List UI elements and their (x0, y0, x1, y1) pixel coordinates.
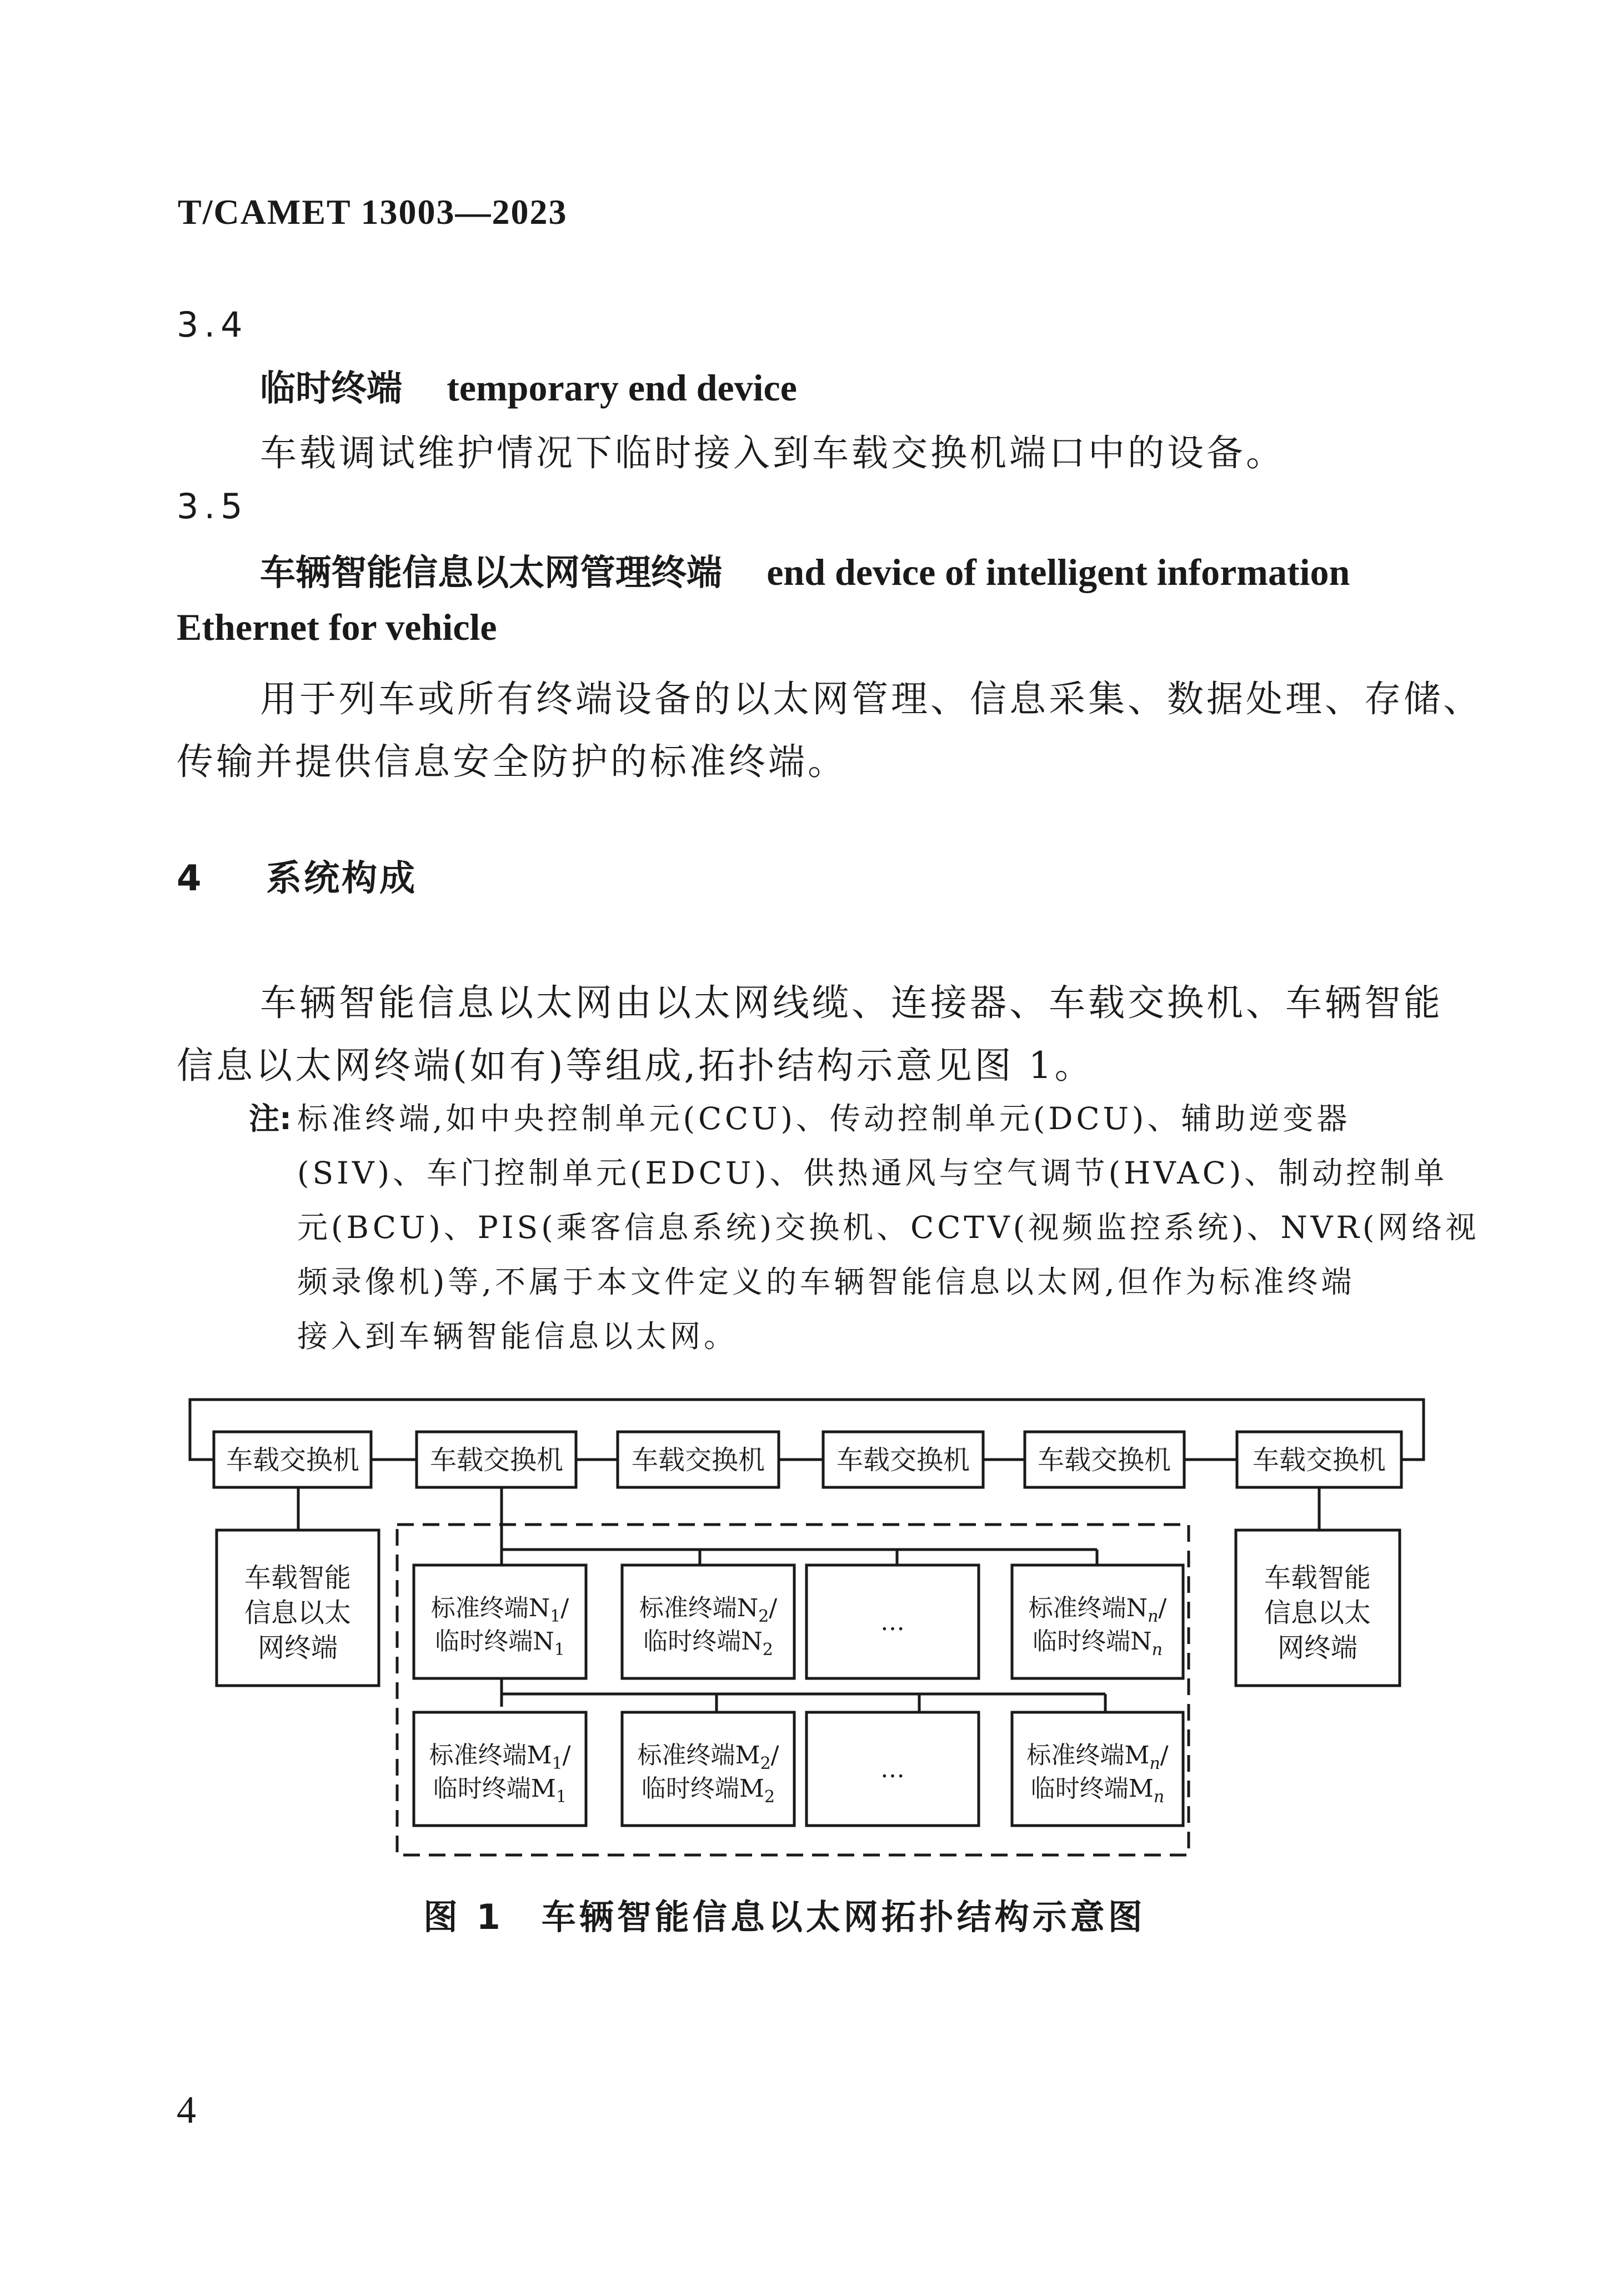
definition-3-5-line1: 用于列车或所有终端设备的以太网管理、信息采集、数据处理、存储、 (260, 678, 1482, 720)
page-number: 4 (177, 2089, 196, 2132)
terminal-label-temporary: 临时终端$N_1$ (435, 1627, 565, 1660)
switch-label: 车载交换机 (1252, 1445, 1386, 1476)
switch-label: 车载交换机 (1037, 1445, 1171, 1476)
terminal-label-standard: 标准终端$M_1/$ (429, 1741, 571, 1773)
terminal-label-temporary: 临时终端$N_n$ (1033, 1627, 1163, 1660)
terminal-label-standard: 标准终端$N_1/$ (430, 1594, 569, 1626)
chapter-number: 4 (177, 858, 204, 899)
definition-3-5-line2: 传输并提供信息安全防护的标准终端。 (177, 740, 847, 783)
definition-3-4: 车载调试维护情况下临时接入到车载交换机端口中的设备。 (260, 432, 1285, 474)
paragraph-line1: 车辆智能信息以太网由以太网线缆、连接器、车载交换机、车辆智能 (260, 981, 1443, 1024)
switch-label: 车载交换机 (631, 1445, 765, 1476)
term-cn: 车辆智能信息以太网管理终端 (260, 553, 722, 594)
mgmt-terminal-label: 车载智能 (1264, 1562, 1371, 1593)
note-line: (SIV)、车门控制单元(EDCU)、供热通风与空气调节(HVAC)、制动控制单 (297, 1155, 1448, 1191)
ellipsis-label: … (880, 1755, 905, 1783)
figure-caption: 图 1 车辆智能信息以太网拓扑结构示意图 (423, 1897, 1146, 1937)
term-cn: 临时终端 (260, 368, 402, 409)
mgmt-terminal-label: 网终端 (1277, 1632, 1358, 1663)
ellipsis-label: … (880, 1608, 905, 1636)
mgmt-terminal-label: 车载智能 (244, 1562, 352, 1593)
section-number-3-4: 3.4 (177, 304, 248, 345)
switch-label: 车载交换机 (429, 1445, 564, 1476)
switch-label: 车载交换机 (226, 1445, 360, 1476)
term-en-line1: end device of intelligent information (767, 551, 1350, 593)
note-line: 频录像机)等,不属于本文件定义的车辆智能信息以太网,但作为标准终端 (297, 1264, 1355, 1300)
note-label: 注: (249, 1101, 292, 1136)
mgmt-terminal-label: 网终端 (257, 1632, 338, 1663)
terminal-label-temporary: 临时终端$M_n$ (1030, 1774, 1165, 1807)
mgmt-terminal-label: 信息以太 (1264, 1597, 1371, 1628)
note-line: 元(BCU)、PIS(乘客信息系统)交换机、CCTV(视频监控系统)、NVR(网络视 (297, 1210, 1480, 1245)
terminal-label-temporary: 临时终端$M_2$ (641, 1774, 775, 1807)
chapter-title: 系统构成 (266, 858, 418, 899)
switch-label: 车载交换机 (836, 1445, 970, 1476)
terminal-label-standard: 标准终端$M_2/$ (637, 1741, 779, 1773)
terminal-label-standard: 标准终端$N_n/$ (1028, 1594, 1167, 1626)
terminal-label-temporary: 临时终端$N_2$ (643, 1627, 773, 1660)
note-line: 标准终端,如中央控制单元(CCU)、传动控制单元(DCU)、辅助逆变器 (297, 1101, 1351, 1136)
term-en: temporary end device (447, 367, 797, 409)
section-number-3-5: 3.5 (177, 486, 248, 527)
terminal-label-standard: 标准终端$N_2/$ (639, 1594, 778, 1626)
paragraph-line2: 信息以太网终端(如有)等组成,拓扑结构示意见图 1。 (177, 1044, 1094, 1087)
mgmt-terminal-label: 信息以太 (244, 1597, 352, 1628)
term-en-line2: Ethernet for vehicle (177, 606, 497, 648)
terminal-label-temporary: 临时终端$M_1$ (433, 1774, 567, 1807)
note-line: 接入到车辆智能信息以太网。 (297, 1319, 738, 1354)
document-id: T/CAMET 13003—2023 (178, 192, 568, 232)
terminal-label-standard: 标准终端$M_n/$ (1026, 1741, 1169, 1773)
